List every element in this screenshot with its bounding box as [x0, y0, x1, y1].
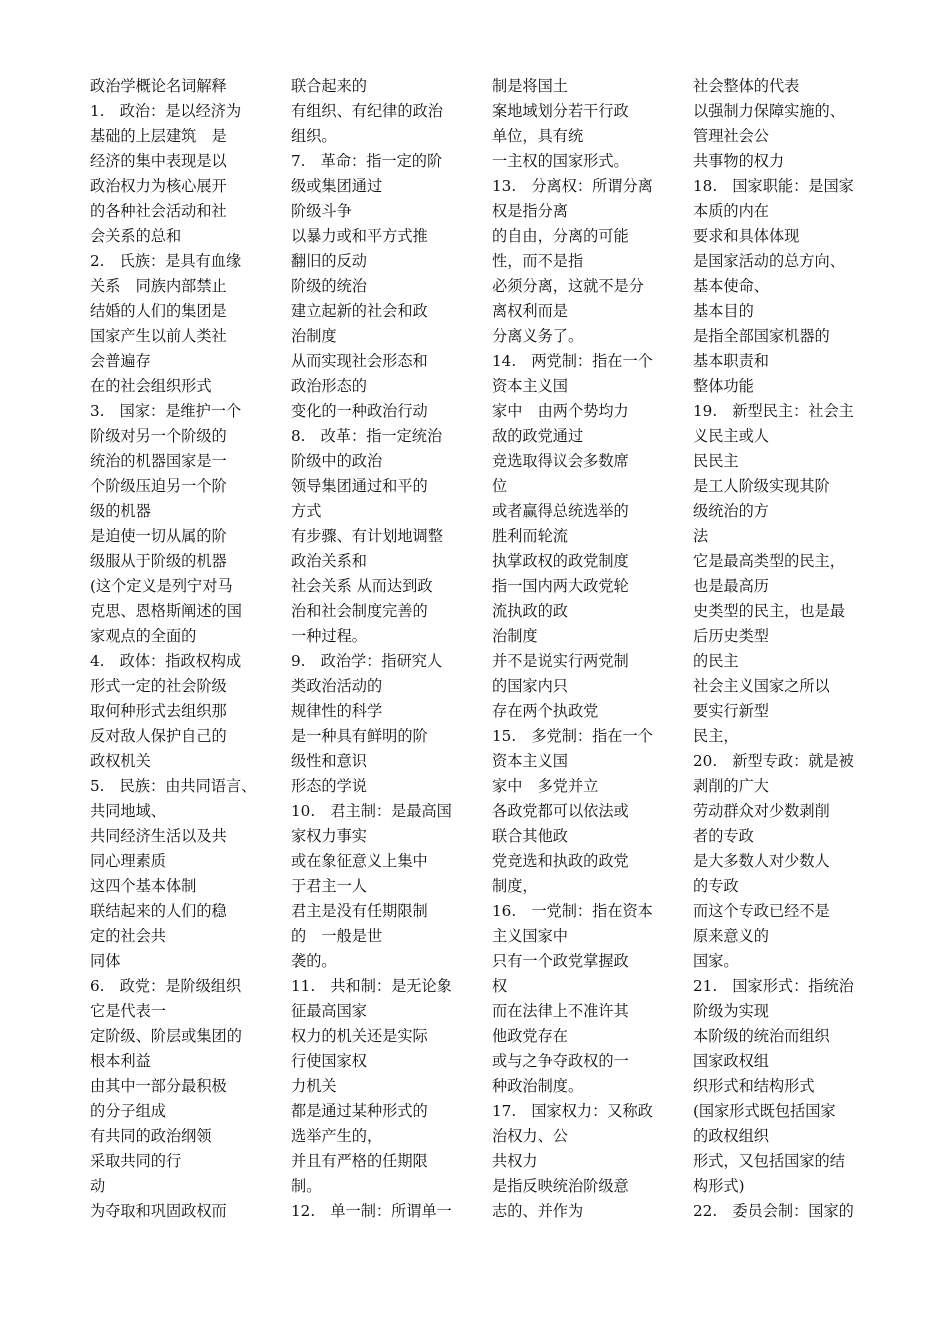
text-line: 18. 国家职能：是国家	[693, 177, 854, 195]
text-line: (国家形式既包括国家	[693, 1102, 836, 1120]
text-line: 治制度	[492, 627, 538, 645]
text-line: 10. 君主制：是最高国	[291, 802, 452, 820]
text-line: 性，而不是指	[492, 252, 584, 270]
text-line: 阶级的统治	[291, 277, 367, 295]
text-line: 的 一般是世	[291, 927, 383, 945]
text-line: 级的机器	[90, 502, 151, 520]
text-line: 20. 新型专政：就是被	[693, 752, 854, 770]
text-line: 2. 氏族：是具有血缘	[90, 252, 242, 270]
text-line: 基本职责和	[693, 352, 769, 370]
text-line: 它是最高类型的民主，	[693, 552, 845, 570]
text-line: 级服从于阶级的机器	[90, 552, 227, 570]
text-line: 是国家活动的总方向、	[693, 252, 845, 270]
text-line: 力机关	[291, 1077, 337, 1095]
text-line: 关系 同族内部禁止	[90, 277, 227, 295]
text-line: 这四个基本体制	[90, 877, 197, 895]
text-line: 分离义务了。	[492, 327, 584, 345]
text-line: 而在法律上不准许其	[492, 1002, 629, 1020]
text-line: 社会整体的代表	[693, 77, 800, 95]
text-line: 根本利益	[90, 1052, 151, 1070]
text-line: 联合其他政	[492, 827, 568, 845]
text-line: 要求和具体体现	[693, 227, 800, 245]
text-line: 法	[693, 527, 709, 545]
text-line: 11. 共和制：是无论象	[291, 977, 452, 995]
text-line: 行使国家权	[291, 1052, 367, 1070]
text-line: 各政党都可以依法或	[492, 802, 629, 820]
text-line: 治制度	[291, 327, 337, 345]
text-line: 级性和意识	[291, 752, 367, 770]
text-line: 变化的一种政治行动	[291, 402, 428, 420]
text-line: 7. 革命：指一定的阶	[291, 152, 443, 170]
text-line: 基本目的	[693, 302, 754, 320]
text-line: 政治权力为核心展开	[90, 177, 227, 195]
text-line: 它是代表一	[90, 1002, 166, 1020]
text-line: 是迫使一切从属的阶	[90, 527, 227, 545]
text-line: 只有一个政党掌握政	[492, 952, 629, 970]
text-line: 的民主	[693, 652, 739, 670]
text-line: 会关系的总和	[90, 227, 182, 245]
text-line: 同心理素质	[90, 852, 166, 870]
text-line: 17. 国家权力：又称政	[492, 1102, 653, 1120]
text-line: 义民主或人	[693, 427, 769, 445]
text-line: 民主，	[693, 727, 739, 745]
text-line: 者的专政	[693, 827, 754, 845]
text-line: 政权机关	[90, 752, 151, 770]
text-column-2	[291, 74, 469, 1224]
text-line: 主义国家中	[492, 927, 568, 945]
text-line: 阶级为实现	[693, 1002, 769, 1020]
text-line: 领导集团通过和平的	[291, 477, 428, 495]
text-line: 选举产生的，	[291, 1127, 383, 1145]
text-line: 动	[90, 1177, 106, 1195]
text-line: 权是指分离	[492, 202, 568, 220]
text-line: 家中 多党并立	[492, 777, 599, 795]
text-line: 8. 改革：指一定统治	[291, 427, 443, 445]
text-line: 国家产生以前人类社	[90, 327, 227, 345]
text-line: 13. 分离权：所谓分离	[492, 177, 653, 195]
text-line: 有组织、有纪律的政治	[291, 102, 443, 120]
text-line: 4. 政体：指政权构成	[90, 652, 242, 670]
text-line: 由其中一部分最积极	[90, 1077, 227, 1095]
text-line: 阶级中的政治	[291, 452, 383, 470]
text-line: 14. 两党制：指在一个	[492, 352, 653, 370]
text-line: 阶级对另一个阶级的	[90, 427, 227, 445]
text-line: 基本使命、	[693, 277, 769, 295]
text-line: 必须分离，这就不是分	[492, 277, 644, 295]
text-line: 或与之争夺政权的一	[492, 1052, 629, 1070]
text-line: 15. 多党制：指在一个	[492, 727, 653, 745]
text-line: 是一种具有鲜明的阶	[291, 727, 428, 745]
text-line: 取何种形式去组织那	[90, 702, 227, 720]
text-line: 也是最高历	[693, 577, 769, 595]
text-line: 权力的机关还是实际	[291, 1027, 428, 1045]
text-line: 家权力事实	[291, 827, 367, 845]
text-line: 为夺取和巩固政权而	[90, 1202, 227, 1220]
text-line: 的专政	[693, 877, 739, 895]
text-line: 反对敌人保护自己的	[90, 727, 227, 745]
text-line: 共权力	[492, 1152, 538, 1170]
text-line: 联结起来的人们的稳	[90, 902, 227, 920]
text-line: 或在象征意义上集中	[291, 852, 428, 870]
text-line: 采取共同的行	[90, 1152, 182, 1170]
text-line: 家观点的全面的	[90, 627, 197, 645]
text-line: 翻旧的反动	[291, 252, 367, 270]
text-line: 的分子组成	[90, 1102, 166, 1120]
text-line: 劳动群众对少数剥削	[693, 802, 830, 820]
text-line: 党竞选和执政的政党	[492, 852, 629, 870]
text-line: 民民主	[693, 452, 739, 470]
text-line: 方式	[291, 502, 322, 520]
text-line: 的政权组织	[693, 1127, 769, 1145]
text-line: 统治的机器国家是一	[90, 452, 227, 470]
text-line: 类政治活动的	[291, 677, 383, 695]
text-line: 政治学概论名词解释	[90, 77, 227, 95]
text-line: 以强制力保障实施的、	[693, 102, 845, 120]
text-line: 制是将国土	[492, 77, 568, 95]
text-line: 单位，具有统	[492, 127, 584, 145]
text-line: 是工人阶级实现其阶	[693, 477, 830, 495]
text-line: 政治形态的	[291, 377, 367, 395]
text-line: 3. 国家：是维护一个	[90, 402, 242, 420]
text-line: 袭的。	[291, 952, 337, 970]
text-line: 形式一定的社会阶级	[90, 677, 227, 695]
text-line: 竞选取得议会多数席	[492, 452, 629, 470]
text-line: 本阶级的统治而组织	[693, 1027, 830, 1045]
text-line: 是指全部国家机器的	[693, 327, 830, 345]
text-line: 共同经济生活以及共	[90, 827, 227, 845]
text-line: 定阶级、阶层或集团的	[90, 1027, 242, 1045]
text-line: 而这个专政已经不是	[693, 902, 830, 920]
text-line: 12. 单一制：所谓单一	[291, 1202, 452, 1220]
text-line: 君主是没有任期限制	[291, 902, 428, 920]
text-line: 流执政的政	[492, 602, 568, 620]
text-line: 指一国内两大政党轮	[492, 577, 629, 595]
text-line: 形式，又包括国家的结	[693, 1152, 845, 1170]
text-line: 织形式和结构形式	[693, 1077, 815, 1095]
text-line: 于君主一人	[291, 877, 367, 895]
text-line: 治和社会制度完善的	[291, 602, 428, 620]
text-line: 16. 一党制：指在资本	[492, 902, 653, 920]
text-line: 整体功能	[693, 377, 754, 395]
text-line: 存在两个执政党	[492, 702, 599, 720]
text-line: 志的、并作为	[492, 1202, 584, 1220]
text-column-1	[90, 74, 268, 1224]
text-line: 经济的集中表现是以	[90, 152, 227, 170]
text-line: 并不是说实行两党制	[492, 652, 629, 670]
text-line: 5. 民族：由共同语言、	[90, 777, 257, 795]
text-line: 共同地域、	[90, 802, 166, 820]
text-column-4	[693, 74, 871, 1224]
text-line: 从而实现社会形态和	[291, 352, 428, 370]
text-line: 形态的学说	[291, 777, 367, 795]
text-column-3	[492, 74, 670, 1224]
text-line: 是指反映统治阶级意	[492, 1177, 629, 1195]
text-line: 征最高国家	[291, 1002, 367, 1020]
text-line: 资本主义国	[492, 752, 568, 770]
text-line: 后历史类型	[693, 627, 769, 645]
text-line: 要实行新型	[693, 702, 769, 720]
text-line: 在的社会组织形式	[90, 377, 212, 395]
text-line: (这个定义是列宁对马	[90, 577, 233, 595]
text-line: 资本主义国	[492, 377, 568, 395]
text-line: 组织。	[291, 127, 337, 145]
text-line: 一种过程。	[291, 627, 367, 645]
text-line: 22. 委员会制：国家的	[693, 1202, 854, 1220]
text-line: 的自由，分离的可能	[492, 227, 629, 245]
text-line: 离权利而是	[492, 302, 568, 320]
text-line: 是大多数人对少数人	[693, 852, 830, 870]
text-line: 剥削的广大	[693, 777, 769, 795]
text-line: 位	[492, 477, 508, 495]
text-line: 都是通过某种形式的	[291, 1102, 428, 1120]
text-line: 一主权的国家形式。	[492, 152, 629, 170]
text-line: 史类型的民主，也是最	[693, 602, 845, 620]
text-line: 原来意义的	[693, 927, 769, 945]
text-line: 19. 新型民主：社会主	[693, 402, 854, 420]
text-line: 执掌政权的政党制度	[492, 552, 629, 570]
text-line: 阶级斗争	[291, 202, 352, 220]
text-line: 治权力、公	[492, 1127, 568, 1145]
text-line: 基础的上层建筑 是	[90, 127, 227, 145]
text-line: 制。	[291, 1177, 322, 1195]
text-line: 政治关系和	[291, 552, 367, 570]
text-line: 同体	[90, 952, 121, 970]
text-line: 管理社会公	[693, 127, 769, 145]
text-line: 的国家内只	[492, 677, 568, 695]
text-line: 家中 由两个势均力	[492, 402, 629, 420]
text-line: 的各种社会活动和社	[90, 202, 227, 220]
text-line: 克思、恩格斯阐述的国	[90, 602, 242, 620]
text-line: 案地域划分若干行政	[492, 102, 629, 120]
text-line: 权	[492, 977, 508, 995]
text-line: 定的社会共	[90, 927, 166, 945]
text-line: 个阶级压迫另一个阶	[90, 477, 227, 495]
text-line: 社会关系 从而达到政	[291, 577, 433, 595]
text-line: 结婚的人们的集团是	[90, 302, 227, 320]
text-line: 9. 政治学：指研究人	[291, 652, 443, 670]
text-line: 级或集团通过	[291, 177, 383, 195]
text-line: 建立起新的社会和政	[291, 302, 428, 320]
text-line: 种政治制度。	[492, 1077, 584, 1095]
text-line: 以暴力或和平方式推	[291, 227, 428, 245]
text-line: 社会主义国家之所以	[693, 677, 830, 695]
text-line: 会普遍存	[90, 352, 151, 370]
text-line: 联合起来的	[291, 77, 367, 95]
text-line: 有步骤、有计划地调整	[291, 527, 443, 545]
text-line: 1. 政治：是以经济为	[90, 102, 242, 120]
text-line: 他政党存在	[492, 1027, 568, 1045]
text-line: 级统治的方	[693, 502, 769, 520]
text-line: 6. 政党：是阶级组织	[90, 977, 242, 995]
text-line: 本质的内在	[693, 202, 769, 220]
text-line: 21. 国家形式：指统治	[693, 977, 854, 995]
text-line: 敌的政党通过	[492, 427, 584, 445]
text-line: 制度，	[492, 877, 538, 895]
text-line: 并且有严格的任期限	[291, 1152, 428, 1170]
text-line: 共事物的权力	[693, 152, 785, 170]
text-line: 有共同的政治纲领	[90, 1127, 212, 1145]
text-line: 或者赢得总统选举的	[492, 502, 629, 520]
text-line: 国家政权组	[693, 1052, 769, 1070]
text-line: 规律性的科学	[291, 702, 383, 720]
text-line: 构形式)	[693, 1177, 745, 1195]
text-line: 胜利而轮流	[492, 527, 568, 545]
text-line: 国家。	[693, 952, 739, 970]
